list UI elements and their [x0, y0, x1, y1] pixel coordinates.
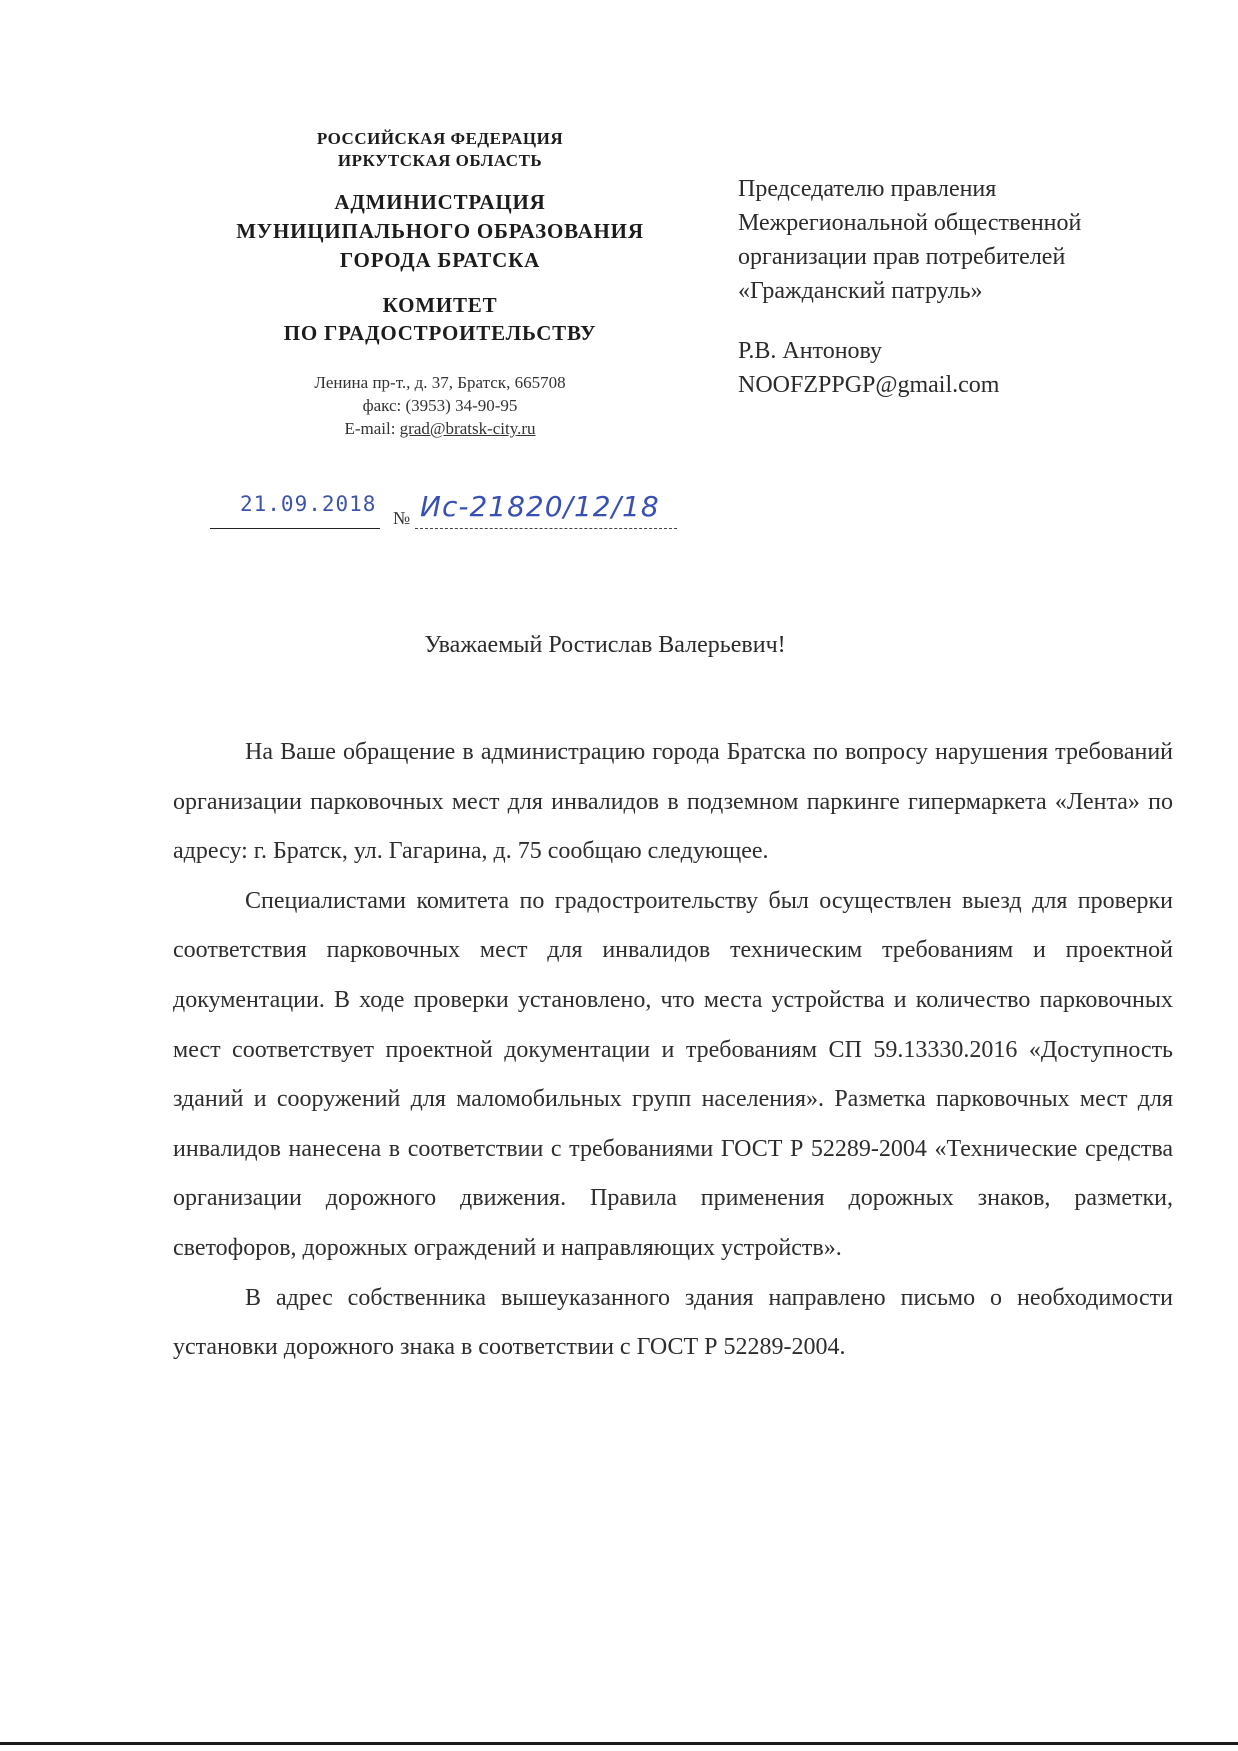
addressee-line: Межрегиональной общественной	[738, 210, 1082, 236]
number-underline	[415, 528, 677, 529]
sender-country	[200, 128, 680, 172]
addressee-block	[738, 172, 1208, 402]
sender-committee	[200, 291, 680, 347]
date-underline	[210, 528, 380, 529]
addressee-email[interactable]: NOOFZPPGP@gmail.com	[738, 372, 1000, 398]
addressee-line: организации прав потребителей	[738, 244, 1066, 270]
letter-body	[173, 728, 1173, 1373]
salutation: Уважаемый Ростислав Валерьевич!	[424, 632, 786, 658]
body-paragraph: Специалистами комитета по градостроительству был осуществлен выезд для проверки соответствия парковочных мест для инвалидов техническим требованиям и проектной документации. В ходе проверки установлено, что места устройства и количество парковочных мест соответствует проектной документации и требованиям СП 59.13330.2016 «Доступность зданий и сооружений для маломобильных групп населения». Разметка парковочных мест для инвалидов нанесена в соответствии с требованиями ГОСТ Р 52289-2004 «Технические средства организации дорожного движения. Правила применения дорожных знаков, разметки, светофоров, дорожных ограждений и направляющих устройств».	[173, 887, 1173, 1261]
addressee-line: Председателю правления	[738, 176, 997, 202]
sender-fax: факс: (3953) 34-90-95	[362, 396, 518, 415]
registration-line	[210, 488, 680, 536]
scan-edge-line	[0, 1742, 1238, 1745]
admin-line: АДМИНИСТРАЦИЯ	[334, 190, 546, 214]
outgoing-number: Ис-21820/12/18	[420, 490, 660, 523]
sender-email-line	[200, 417, 680, 440]
admin-line: ГОРОДА БРАТСКА	[339, 248, 541, 272]
committee-line: КОМИТЕТ	[382, 293, 498, 317]
sender-administration	[200, 188, 680, 275]
sender-contacts	[200, 371, 680, 440]
addressee-line: «Гражданский патруль»	[738, 278, 983, 304]
region-line: ИРКУТСКАЯ ОБЛАСТЬ	[337, 151, 543, 170]
body-paragraph: На Ваше обращение в администрацию города Братска по вопросу нарушения требований организации парковочных мест для инвалидов в подземном паркинге гипермаркета «Лента» по адресу: г. Братск, ул. Гагарина, д. 75 сообщаю следующее.	[173, 739, 1173, 865]
date-stamp: 21.09.2018	[240, 492, 377, 516]
committee-line: ПО ГРАДОСТРОИТЕЛЬСТВУ	[283, 321, 597, 345]
addressee-name: Р.В. Антонову	[738, 338, 883, 364]
email-prefix: E-mail:	[344, 419, 400, 438]
sender-address: Ленина пр-т., д. 37, Братск, 665708	[314, 373, 566, 392]
number-label: №	[393, 508, 411, 528]
body-paragraph: В адрес собственника вышеуказанного здания направлено письмо о необходимости установки дорожного знака в соответствии с ГОСТ Р 52289-2004.	[173, 1284, 1173, 1361]
country-line: РОССИЙСКАЯ ФЕДЕРАЦИЯ	[316, 129, 564, 148]
admin-line: МУНИЦИПАЛЬНОГО ОБРАЗОВАНИЯ	[236, 219, 644, 243]
sender-email-link[interactable]: grad@bratsk-city.ru	[399, 419, 536, 438]
sender-block	[200, 128, 680, 440]
